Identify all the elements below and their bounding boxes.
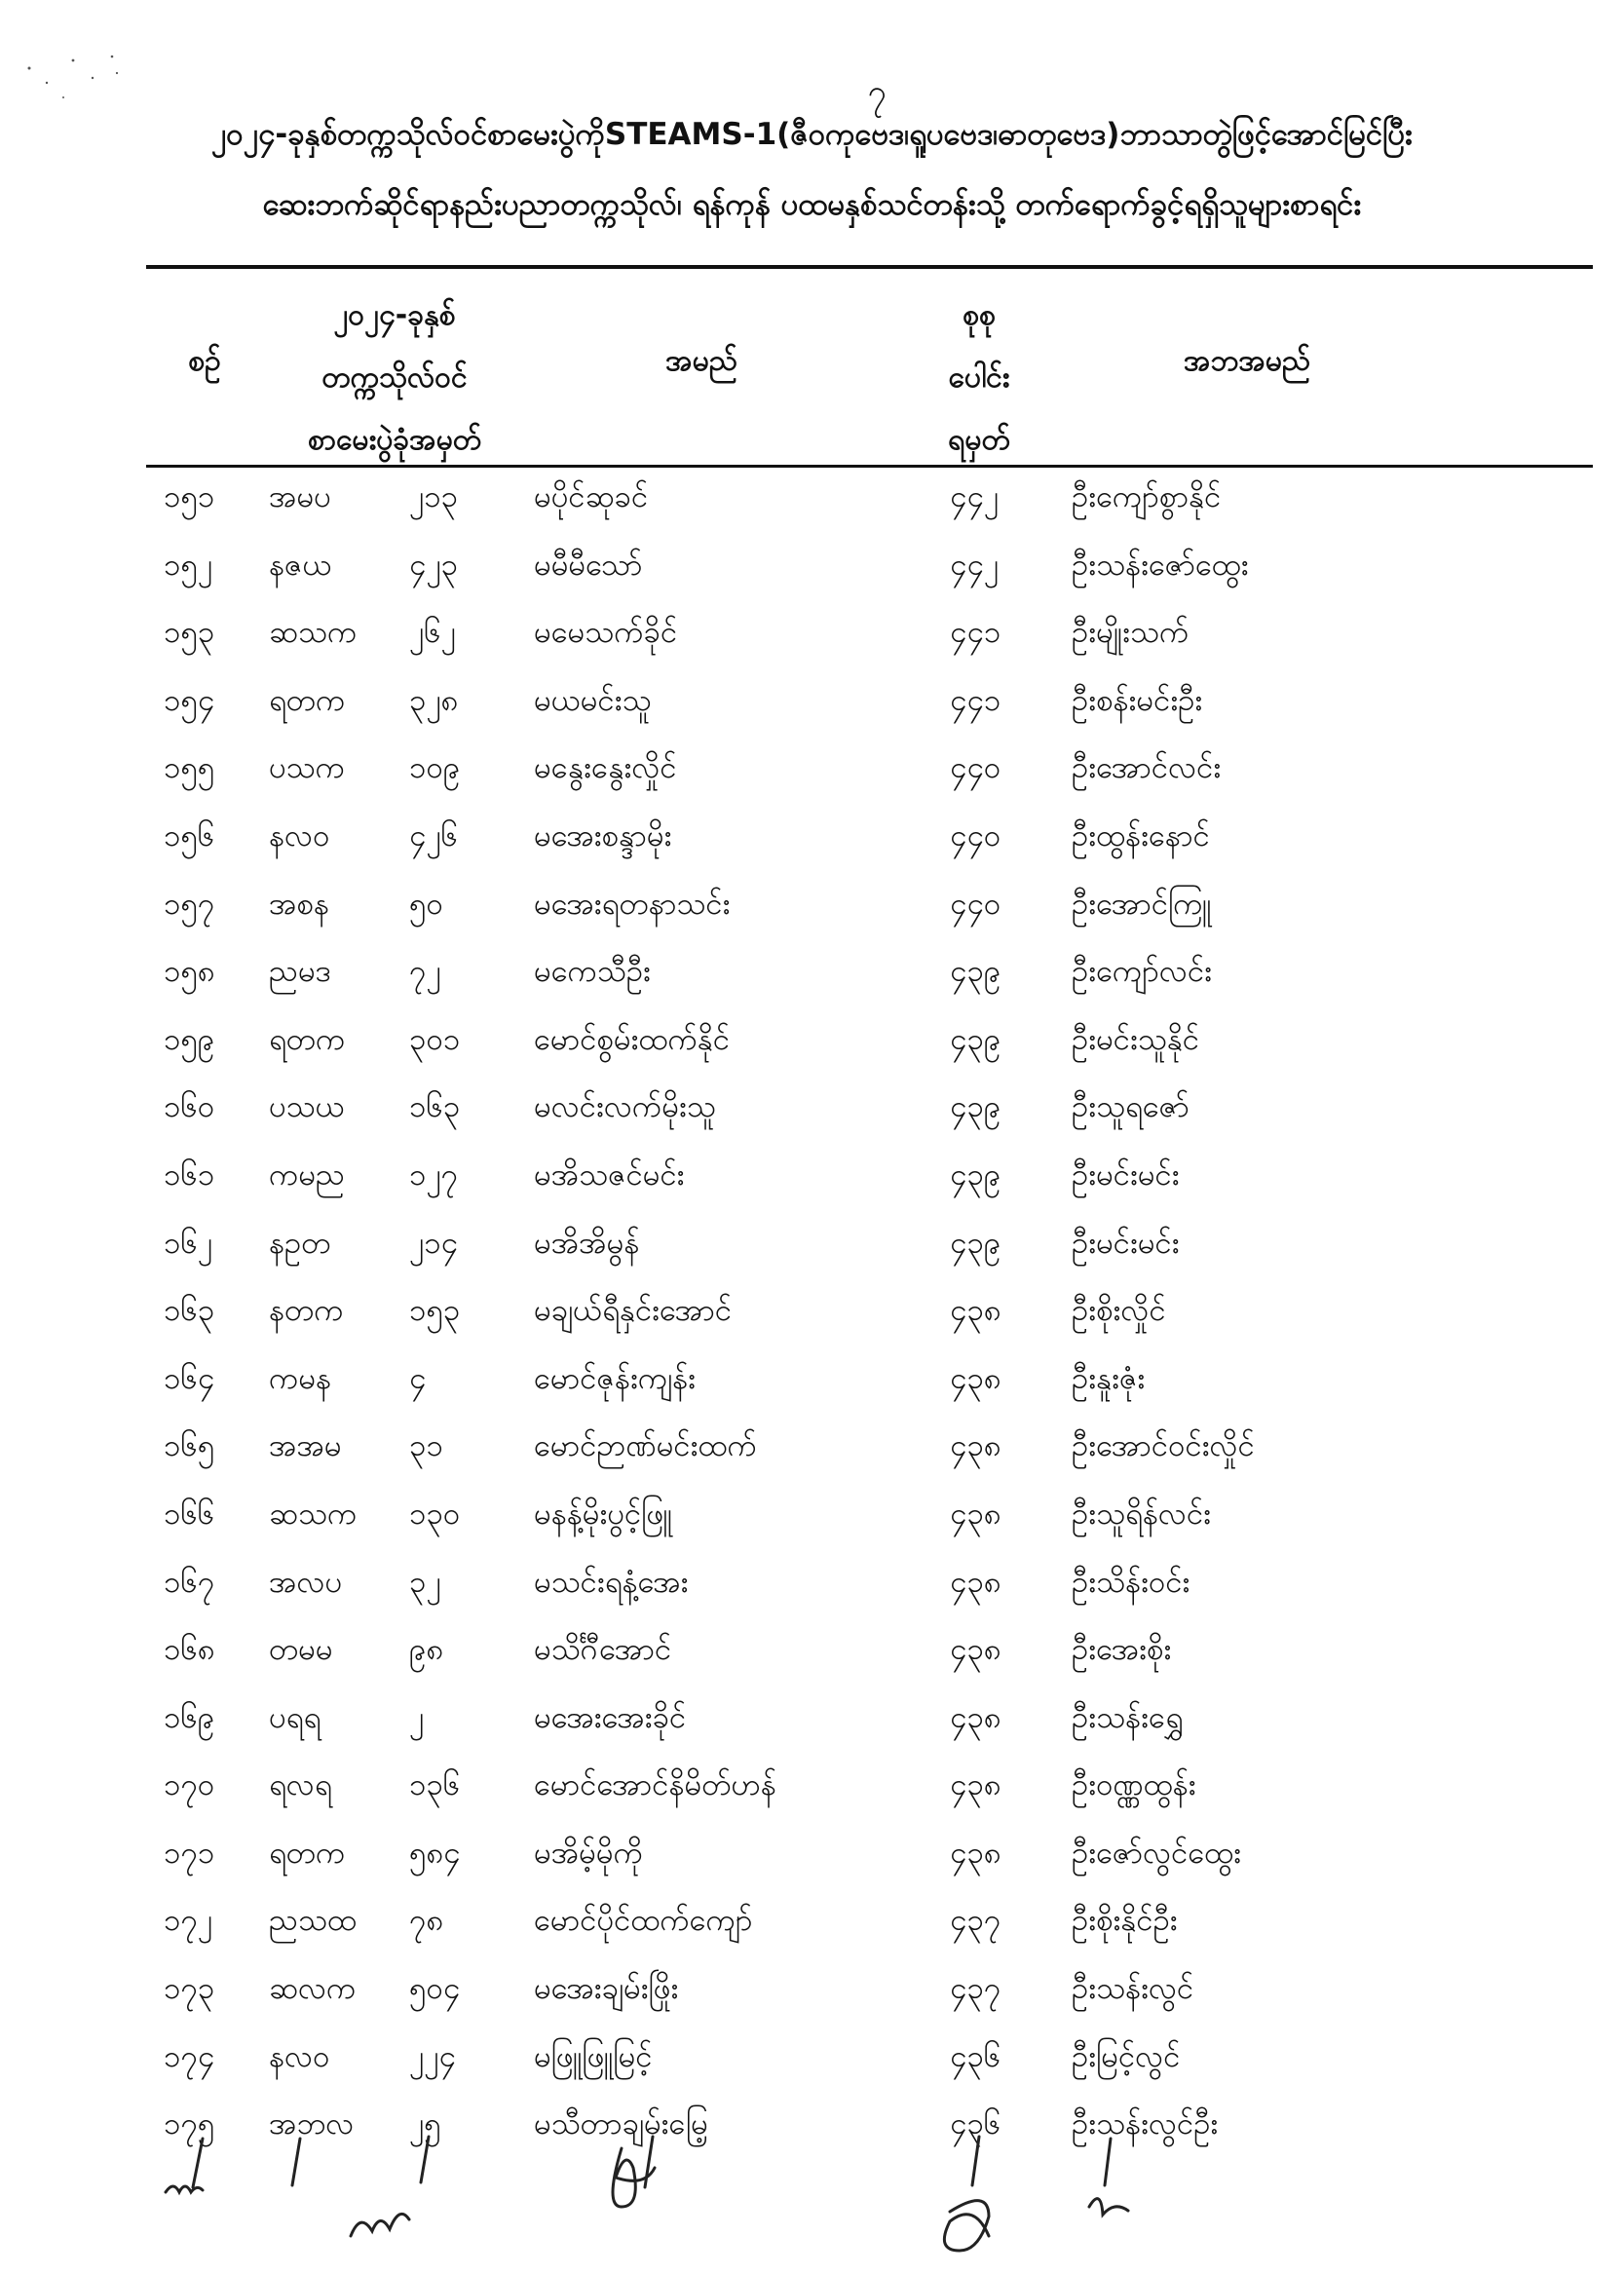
- cell-serial: ၁၆၇: [164, 1564, 215, 1600]
- cell-name: မချယ်ရီနှင်းအောင်: [534, 1293, 733, 1329]
- header-father-name: အဘအမည်: [1183, 344, 1311, 378]
- table-row: [0, 1620, 1624, 1688]
- cell-name: မအေးစန္ဒာမိုး: [534, 817, 672, 853]
- cell-serial: ၁၅၁: [164, 479, 215, 514]
- table-row: [0, 1485, 1624, 1553]
- cell-num: ၃၁: [409, 1428, 443, 1464]
- table-row: [0, 603, 1624, 671]
- table-top-rule: [146, 265, 1593, 269]
- cell-serial: ၁၆၆: [164, 1496, 215, 1532]
- cell-name: မပိုင်ဆုခင်: [534, 479, 649, 514]
- cell-num: ၂၂၄: [409, 2038, 456, 2074]
- cell-father: ဦးသန်းလွင်: [1072, 1971, 1194, 2007]
- cell-serial: ၁၆၈: [164, 1632, 215, 1668]
- cell-code: ကမန: [269, 1360, 332, 1396]
- cell-name: မောင်ဇုန်းကျန်း: [534, 1360, 696, 1396]
- table-row: [0, 1146, 1624, 1214]
- cell-serial: ၁၆၂: [164, 1225, 213, 1261]
- page-number: ၇: [867, 73, 887, 112]
- table-row: [0, 1214, 1624, 1282]
- cell-marks: ၄၃၈: [950, 1699, 1001, 1735]
- cell-name: မနွေးနွေးလှိုင်: [534, 750, 677, 786]
- cell-code: ပသယ: [269, 1089, 345, 1125]
- cell-name: မအိသဇင်မင်း: [534, 1156, 685, 1193]
- cell-num: ၄၂၆: [409, 817, 459, 853]
- cell-marks: ၄၄၁: [950, 682, 1001, 718]
- header-serial: စဉ်: [188, 344, 221, 378]
- cell-num: ၃၀၁: [409, 1021, 461, 1057]
- cell-serial: ၁၇၂: [164, 1903, 213, 1939]
- cell-father: ဦးနူးဇုံး: [1072, 1360, 1146, 1396]
- cell-name: မအေးချမ်းဖြိုး: [534, 1971, 679, 2007]
- cell-name: မမေသက်ခိုင်: [534, 615, 678, 651]
- cell-marks: ၄၄၁: [950, 615, 1001, 651]
- cell-father: ဦးကျော်လင်း: [1072, 954, 1213, 990]
- cell-marks: ၄၄၀: [950, 886, 1001, 922]
- table-row: [0, 1349, 1624, 1418]
- cell-num: ၄: [409, 1360, 427, 1396]
- cell-marks: ၄၃၈: [950, 1835, 1001, 1871]
- cell-father: ဦးသန်းဇော်ထွေး: [1072, 547, 1249, 583]
- cell-code: အစန: [269, 886, 329, 922]
- table-row: [0, 1824, 1624, 1892]
- cell-serial: ၁၅၆: [164, 817, 215, 853]
- cell-father: ဦးမင်းသူနိုင်: [1072, 1021, 1200, 1057]
- cell-num: ၂၅: [409, 2106, 441, 2142]
- cell-serial: ၁၆၉: [164, 1699, 215, 1735]
- cell-num: ၃၂: [409, 1564, 441, 1600]
- cell-father: ဦးအေးစိုး: [1072, 1632, 1172, 1668]
- cell-name: မလင်းလက်မိုးသူ: [534, 1089, 716, 1125]
- cell-father: ဦးကျော်စွာနိုင်: [1072, 479, 1222, 514]
- table-row: [0, 1688, 1624, 1757]
- table-row: [0, 1959, 1624, 2028]
- table-row: [0, 1078, 1624, 1146]
- cell-serial: ၁၆၃: [164, 1293, 215, 1329]
- signature-marks: [146, 2129, 1218, 2265]
- cell-num: ၁၅၃: [409, 1293, 461, 1329]
- cell-num: ၃၂၈: [409, 682, 459, 718]
- cell-code: ရတက: [269, 1835, 346, 1871]
- cell-name: မအေးအေးခိုင်: [534, 1699, 687, 1735]
- table-row: [0, 1553, 1624, 1621]
- table-row: [0, 1010, 1624, 1079]
- cell-father: ဦးမြင့်လွင်: [1072, 2038, 1181, 2074]
- cell-code: ပသက: [269, 750, 345, 786]
- cell-num: ၉၈: [409, 1632, 444, 1668]
- cell-code: အလပ: [269, 1564, 343, 1600]
- cell-name: မကေသီဦး: [534, 954, 651, 990]
- table-row: [0, 1417, 1624, 1485]
- cell-num: ၁၃၀: [409, 1496, 461, 1532]
- cell-father: ဦးအောင်ကြူ: [1072, 886, 1212, 922]
- cell-name: မသင်းရနံ့အေး: [534, 1564, 689, 1600]
- table-row: [0, 875, 1624, 943]
- cell-father: ဦးအောင်ဝင်းလှိုင်: [1072, 1428, 1255, 1464]
- cell-marks: ၄၃၈: [950, 1360, 1001, 1396]
- cell-father: ဦးစိုးလှိုင်: [1072, 1293, 1166, 1329]
- cell-num: ၂: [409, 1699, 425, 1735]
- cell-name: မမီမီသော်: [534, 547, 643, 583]
- cell-marks: ၄၃၈: [950, 1632, 1001, 1668]
- cell-num: ၅၈၄: [409, 1835, 461, 1871]
- header-total-marks: စုစု ပေါင်း ရမှတ်: [948, 298, 1010, 457]
- cell-father: ဦးထွန်းနောင်: [1072, 817, 1210, 853]
- cell-code: နဥတ: [269, 1225, 331, 1261]
- table-row: [0, 739, 1624, 807]
- cell-code: ညမဒ: [269, 954, 331, 990]
- cell-name: မောင်ဉာဏ်မင်းထက်: [534, 1428, 757, 1464]
- cell-serial: ၁၅၉: [164, 1021, 215, 1057]
- cell-marks: ၄၃၈: [950, 1564, 1001, 1600]
- cell-serial: ၁၅၄: [164, 682, 215, 718]
- cell-code: နတက: [269, 1293, 344, 1329]
- cell-father: ဦးစန်းမင်းဦး: [1072, 682, 1203, 718]
- table-row: [0, 807, 1624, 875]
- cell-father: ဦးဝဏ္ဏထွန်း: [1072, 1767, 1196, 1803]
- cell-code: အမပ: [269, 479, 331, 514]
- cell-serial: ၁၆၅: [164, 1428, 215, 1464]
- cell-serial: ၁၅၇: [164, 886, 215, 922]
- cell-code: အဘလ: [269, 2106, 355, 2142]
- cell-name: မဖြူဖြူမြင့်: [534, 2038, 653, 2074]
- cell-marks: ၄၃၇: [950, 1971, 1001, 2007]
- cell-num: ၇၂: [409, 954, 441, 990]
- cell-marks: ၄၃၉: [950, 954, 1001, 990]
- cell-marks: ၄၃၈: [950, 1428, 1001, 1464]
- table-row: [0, 1891, 1624, 1959]
- cell-marks: ၄၄၂: [950, 479, 1000, 514]
- cell-code: ဆလက: [269, 1971, 357, 2007]
- cell-father: ဦးမင်းမင်း: [1072, 1225, 1180, 1261]
- cell-serial: ၁၆၁: [164, 1156, 215, 1193]
- cell-father: ဦးသိန်းဝင်း: [1072, 1564, 1190, 1600]
- cell-father: ဦးစိုးနိုင်ဦး: [1072, 1903, 1178, 1939]
- cell-name: မောင်ပိုင်ထက်ကျော်: [534, 1903, 753, 1939]
- cell-num: ၇၈: [409, 1903, 444, 1939]
- cell-name: မောင်အောင်နိမိတ်ဟန်: [534, 1767, 776, 1803]
- table-row: [0, 671, 1624, 739]
- cell-marks: ၄၃၇: [950, 1903, 1001, 1939]
- header-exam-number: ၂၀၂၄-ခုနှစ် တက္ကသိုလ်ဝင် စာမေးပွဲခုံအမှတ်: [307, 298, 482, 457]
- table-row: [0, 536, 1624, 604]
- cell-serial: ၁၇၅: [164, 2106, 215, 2142]
- cell-serial: ၁၅၃: [164, 615, 215, 651]
- cell-serial: ၁၅၂: [164, 547, 213, 583]
- cell-marks: ၄၃၈: [950, 1496, 1001, 1532]
- cell-serial: ၁၆၀: [164, 1089, 215, 1125]
- cell-num: ၁၆၃: [409, 1089, 461, 1125]
- cell-marks: ၄၃၆: [950, 2038, 1001, 2074]
- cell-code: အအမ: [269, 1428, 342, 1464]
- cell-name: မနန့်မိုးပွင့်ဖြူ: [534, 1496, 673, 1532]
- cell-father: ဦးဇော်လွင်ထွေး: [1072, 1835, 1242, 1871]
- cell-marks: ၄၃၆: [950, 2106, 1001, 2142]
- cell-code: နဇယ: [269, 547, 332, 583]
- cell-marks: ၄၄၀: [950, 817, 1001, 853]
- cell-num: ၅၀: [409, 886, 443, 922]
- cell-marks: ၄၄၂: [950, 547, 1000, 583]
- cell-num: ၁၂၇: [409, 1156, 459, 1193]
- cell-num: ၄၂၃: [409, 547, 459, 583]
- cell-name: မသီတာချမ်းမြေ့: [534, 2106, 708, 2142]
- table-row: [0, 2028, 1624, 2096]
- cell-serial: ၁၇၁: [164, 1835, 215, 1871]
- table-row: [0, 1281, 1624, 1349]
- cell-name: မအိမ့်မိုကို: [534, 1835, 643, 1871]
- page-title-line2: ဆေးဘက်ဆိုင်ရာနည်းပညာတက္ကသိုလ်၊ ရန်ကုန် ပထမနှစ်သင်တန်းသို့ တက်ရောက်ခွင့်ရရှိသူများစာရင်း: [262, 187, 1362, 222]
- cell-marks: ၄၃၉: [950, 1089, 1001, 1125]
- cell-father: ဦးအောင်လင်း: [1072, 750, 1222, 786]
- cell-marks: ၄၃၉: [950, 1156, 1001, 1193]
- cell-marks: ၄၃၈: [950, 1767, 1001, 1803]
- cell-code: ကမည: [269, 1156, 346, 1193]
- cell-code: ညသထ: [269, 1903, 357, 1939]
- cell-code: နလဝ: [269, 817, 330, 853]
- cell-name: မသိင်္ဂီအောင်: [534, 1632, 672, 1668]
- cell-code: ရတက: [269, 1021, 346, 1057]
- cell-marks: ၄၃၉: [950, 1225, 1001, 1261]
- cell-name: မောင်စွမ်းထက်နိုင်: [534, 1021, 731, 1057]
- cell-code: ရလရ: [269, 1767, 332, 1803]
- cell-father: ဦးသန်းရွှေ: [1072, 1699, 1184, 1735]
- cell-father: ဦးသူရိန်လင်း: [1072, 1496, 1212, 1532]
- cell-code: ပရရ: [269, 1699, 321, 1735]
- cell-marks: ၄၃၈: [950, 1293, 1001, 1329]
- cell-serial: ၁၅၈: [164, 954, 215, 990]
- page-title-line1: ၂၀၂၄-ခုနှစ်တက္ကသိုလ်ဝင်စာမေးပွဲကိုSTEAMS-1(ဇီဝကုဗေဒ၊ရူပဗေဒ၊ဓာတုဗေဒ)ဘာသာတွဲဖြင့်အောင်မြင်ပြီး: [211, 117, 1413, 152]
- cell-code: ဆသက: [269, 1496, 358, 1532]
- cell-serial: ၁၇၀: [164, 1767, 215, 1803]
- cell-code: တမမ: [269, 1632, 333, 1668]
- cell-father: ဦးသူရဇော်: [1072, 1089, 1190, 1125]
- table-row: [0, 942, 1624, 1010]
- cell-num: ၂၆၂: [409, 615, 456, 651]
- cell-name: မအိအိမွန်: [534, 1225, 640, 1261]
- cell-name: မယမင်းသူ: [534, 682, 652, 718]
- table-body: [0, 468, 1624, 2163]
- header-name: အမည်: [665, 344, 737, 378]
- cell-marks: ၄၃၉: [950, 1021, 1001, 1057]
- cell-serial: ၁၅၅: [164, 750, 215, 786]
- table-row: [0, 468, 1624, 536]
- cell-serial: ၁၇၃: [164, 1971, 215, 2007]
- cell-num: ၁၃၆: [409, 1767, 461, 1803]
- cell-father: ဦးမျိုးသက်: [1072, 615, 1190, 651]
- cell-marks: ၄၄၀: [950, 750, 1001, 786]
- cell-code: ဆသက: [269, 615, 358, 651]
- cell-father: ဦးမင်းမင်း: [1072, 1156, 1180, 1193]
- table-row: [0, 1756, 1624, 1824]
- cell-num: ၁၀၉: [409, 750, 461, 786]
- cell-code: နလဝ: [269, 2038, 330, 2074]
- cell-code: ရတက: [269, 682, 346, 718]
- cell-name: မအေးရတနာသင်း: [534, 886, 731, 922]
- cell-num: ၂၁၄: [409, 1225, 459, 1261]
- cell-father: ဦးသန်းလွင်ဦး: [1072, 2106, 1219, 2142]
- cell-num: ၂၁၃: [409, 479, 459, 514]
- cell-serial: ၁၆၄: [164, 1360, 215, 1396]
- cell-num: ၅၀၄: [409, 1971, 461, 2007]
- cell-serial: ၁၇၄: [164, 2038, 215, 2074]
